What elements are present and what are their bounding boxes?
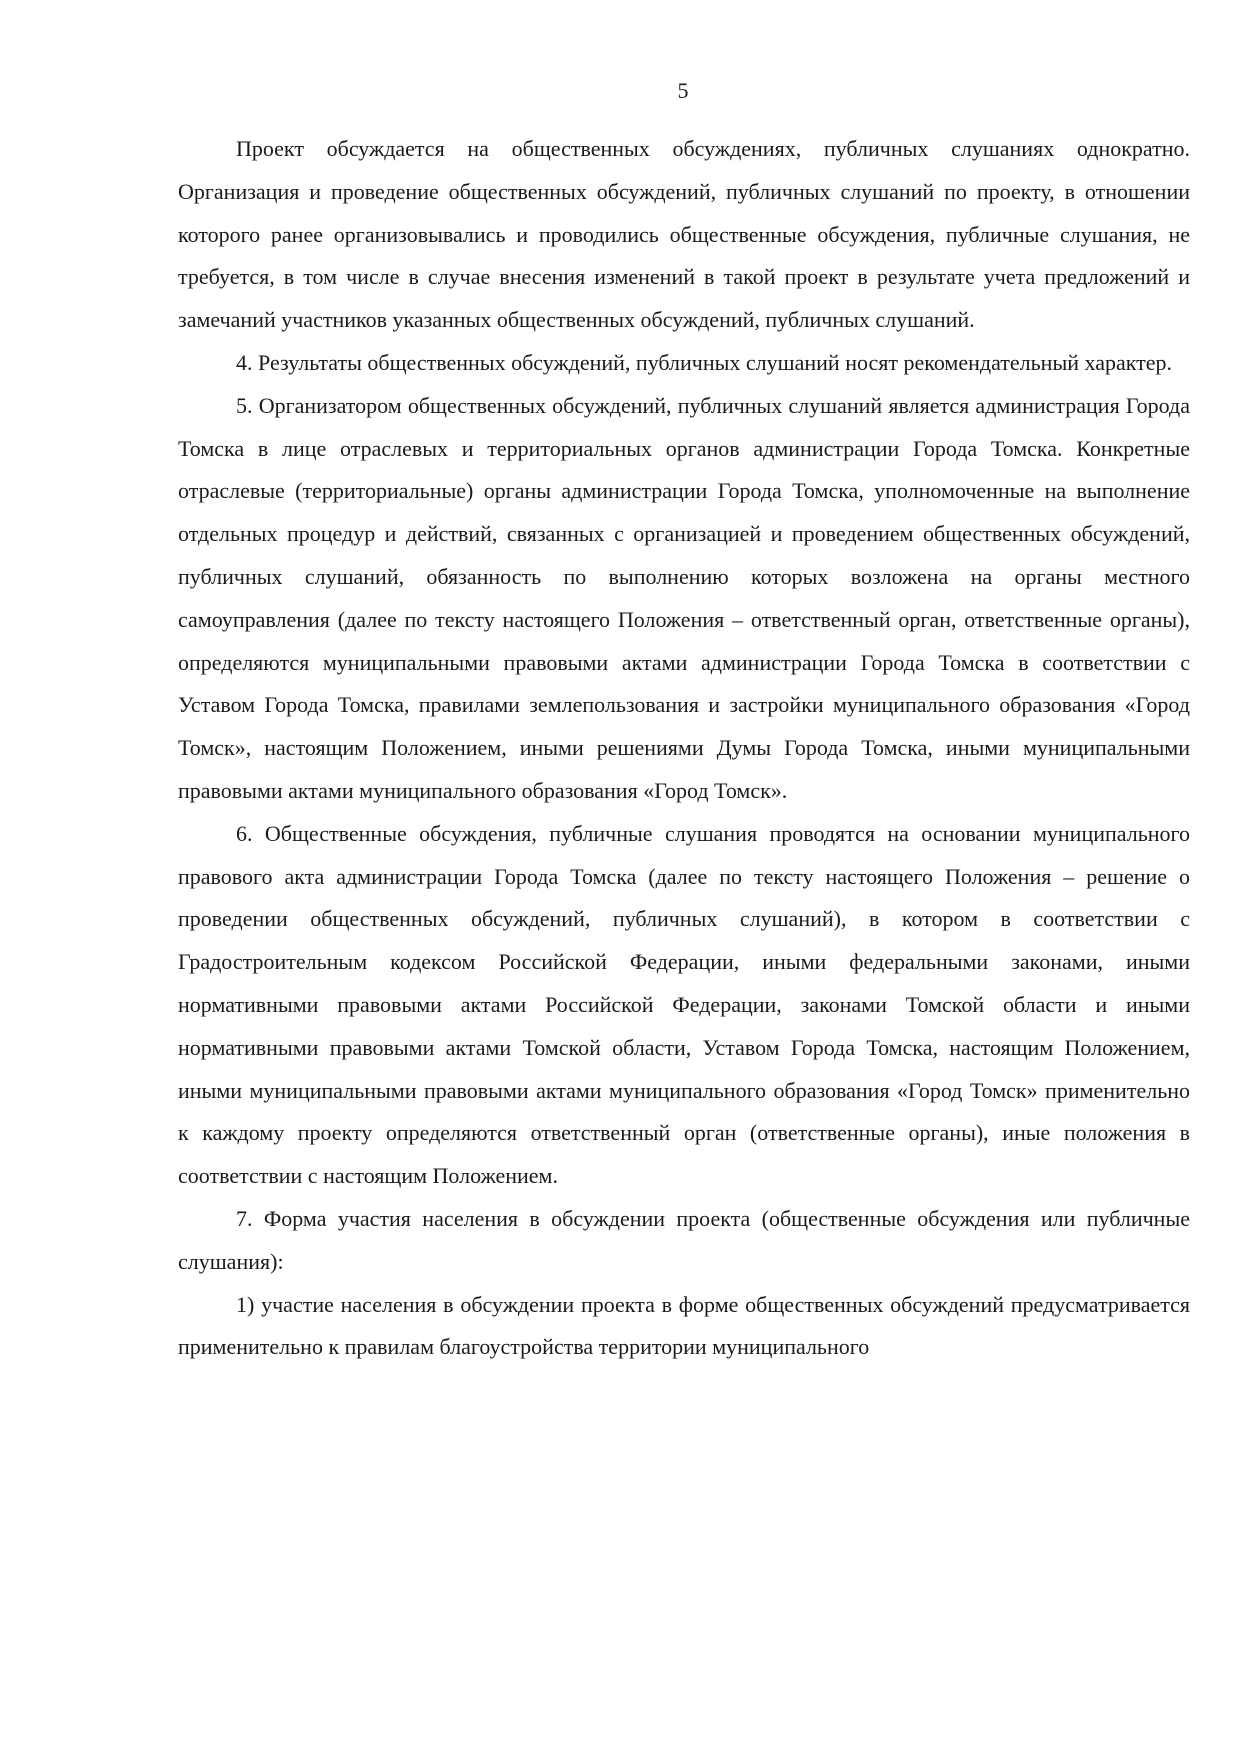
paragraph-7-participation-form: 7. Форма участия населения в обсуждении проекта (общественные обсуждения или публичные слушания): xyxy=(178,1205,1190,1274)
paragraph-project-discussion: Проект обсуждается на общественных обсуждениях, публичных слушаниях однократно. Организация и проведение общественных обсуждений, публичных слушаний по проекту, в отношении которого ранее организовывались и проводились общественные обсуждения, публичные слушания, не требуется, в том числе в случае внесения изменений в такой проект в результате учета предложений и замечаний участников указанных общественных обсуждений, публичных слушаний. xyxy=(178,136,1190,333)
document-body xyxy=(178,128,1190,1369)
paragraph-4-results: 4. Результаты общественных обсуждений, публичных слушаний носят рекомендательный характер. xyxy=(236,349,1173,375)
paragraph-7-1-public-discussions: 1) участие населения в обсуждении проекта в форме общественных обсуждений предусматривается применительно к правилам благоустройства территории муниципального xyxy=(178,1291,1190,1360)
paragraph-6-basis: 6. Общественные обсуждения, публичные слушания проводятся на основании муниципального правового акта администрации Города Томска (далее по тексту настоящего Положения – решение о проведении общественных обсуждений, публичных слушаний), в котором в соответствии с Градостроительным кодексом Российской Федерации, иными федеральными законами, иными нормативными правовыми актами Российской Федерации, законами Томской области и иными нормативными правовыми актами Томской области, Уставом Города Томска, настоящим Положением, иными муниципальными правовыми актами муниципального образования «Город Томск» применительно к каждому проекту определяются ответственный орган (ответственные органы), иные положения в соответствии с настоящим Положением. xyxy=(178,820,1190,1189)
paragraph-5-organizer: 5. Организатором общественных обсуждений, публичных слушаний является администрация Города Томска в лице отраслевых и территориальных органов администрации Города Томска. Конкретные отраслевые (территориальные) органы администрации Города Томска, уполномоченные на выполнение отдельных процедур и действий, связанных с организацией и проведением общественных обсуждений, публичных слушаний, обязанность по выполнению которых возложена на органы местного самоуправления (далее по тексту настоящего Положения – ответственный орган, ответственные органы), определяются муниципальными правовыми актами администрации Города Томска в соответствии с Уставом Города Томска, правилами землепользования и застройки муниципального образования «Город Томск», настоящим Положением, иными решениями Думы Города Томска, иными муниципальными правовыми актами муниципального образования «Город Томск». xyxy=(178,392,1190,803)
page-number: 5 xyxy=(677,78,689,103)
